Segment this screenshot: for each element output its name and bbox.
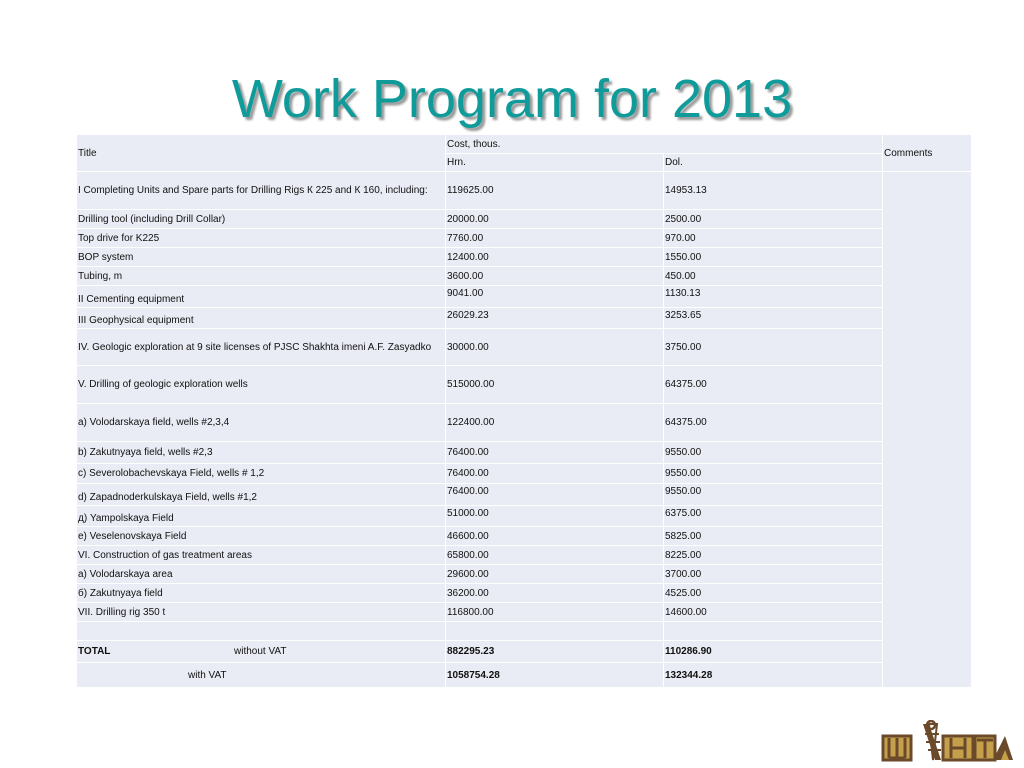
row-title: BOP system (77, 248, 446, 267)
slide-title: Work Program for 2013 (231, 69, 793, 129)
row-hrn: 30000.00 (446, 329, 664, 366)
header-comments: Comments (883, 135, 972, 172)
row-title: VI. Construction of gas treatment areas (77, 546, 446, 565)
row-dol: 8225.00 (664, 546, 883, 565)
empty-cell (446, 622, 664, 641)
work-program-table (76, 134, 972, 688)
row-dol: 64375.00 (664, 366, 883, 404)
total-dol: 110286.90 (664, 641, 883, 663)
with-vat-hrn: 1058754.28 (446, 663, 664, 688)
total-label-cell (77, 641, 446, 663)
row-dol: 5825.00 (664, 527, 883, 546)
table-row (77, 484, 972, 506)
row-dol: 450.00 (664, 267, 883, 286)
total-label: TOTAL (78, 646, 111, 657)
row-title: б) Zakutnyaya field (77, 584, 446, 603)
row-dol: 3700.00 (664, 565, 883, 584)
row-dol: 9550.00 (664, 442, 883, 464)
table-row (77, 546, 972, 565)
row-dol: 9550.00 (664, 484, 883, 506)
table-row (77, 286, 972, 308)
table-row (77, 210, 972, 229)
comments-cell (883, 172, 972, 688)
row-hrn: 9041.00 (446, 286, 664, 308)
row-dol: 14953.13 (664, 172, 883, 210)
row-hrn: 36200.00 (446, 584, 664, 603)
row-hrn: 76400.00 (446, 484, 664, 506)
row-dol: 6375.00 (664, 506, 883, 527)
row-title: Top drive for K225 (77, 229, 446, 248)
row-hrn: 20000.00 (446, 210, 664, 229)
with-vat-label: with VAT (188, 669, 227, 681)
row-title: V. Drilling of geologic exploration wells (77, 366, 446, 404)
row-dol: 3253.65 (664, 308, 883, 329)
header-title: Title (77, 135, 446, 172)
table-row (77, 308, 972, 329)
table-row (77, 329, 972, 366)
row-hrn: 122400.00 (446, 404, 664, 442)
header-cost: Cost, thous. (446, 135, 883, 154)
row-dol: 3750.00 (664, 329, 883, 366)
row-title: b) Zakutnyaya field, wells #2,3 (77, 442, 446, 464)
table-row (77, 366, 972, 404)
table-row (77, 565, 972, 584)
row-title: Drilling tool (including Drill Collar) (77, 210, 446, 229)
row-title: I Completing Units and Spare parts for Drilling Rigs К 225 and К 160, including: (77, 172, 446, 210)
total-hrn: 882295.23 (446, 641, 664, 663)
row-hrn: 515000.00 (446, 366, 664, 404)
row-hrn: 12400.00 (446, 248, 664, 267)
total-row (77, 641, 972, 663)
table-row (77, 442, 972, 464)
row-hrn: 3600.00 (446, 267, 664, 286)
row-title: a) Volodarskaya field, wells #2,3,4 (77, 404, 446, 442)
row-title: e) Veselenovskaya Field (77, 527, 446, 546)
row-title: д) Yampolskaya Field (77, 506, 446, 527)
table-row (77, 506, 972, 527)
without-vat-label: without VAT (234, 646, 287, 657)
table-row (77, 248, 972, 267)
row-title: a) Volodarskaya area (77, 565, 446, 584)
row-title: c) Severolobachevskaya Field, wells # 1,2 (77, 464, 446, 484)
table-row (77, 229, 972, 248)
row-title: VII. Drilling rig 350 t (77, 603, 446, 622)
row-dol: 4525.00 (664, 584, 883, 603)
table-row (77, 603, 972, 622)
empty-row (77, 622, 972, 641)
empty-cell (77, 622, 446, 641)
row-title: Tubing, m (77, 267, 446, 286)
row-dol: 14600.00 (664, 603, 883, 622)
row-hrn: 26029.23 (446, 308, 664, 329)
row-dol: 1130.13 (664, 286, 883, 308)
row-title: II Cementing equipment (77, 286, 446, 308)
row-dol: 64375.00 (664, 404, 883, 442)
row-hrn: 7760.00 (446, 229, 664, 248)
row-title: III Geophysical equipment (77, 308, 446, 329)
table-row (77, 527, 972, 546)
with-vat-row (77, 663, 972, 688)
company-logo-icon (881, 720, 1015, 764)
row-hrn: 65800.00 (446, 546, 664, 565)
row-dol: 9550.00 (664, 464, 883, 484)
row-hrn: 76400.00 (446, 464, 664, 484)
table-row (77, 404, 972, 442)
row-hrn: 116800.00 (446, 603, 664, 622)
row-hrn: 119625.00 (446, 172, 664, 210)
row-hrn: 46600.00 (446, 527, 664, 546)
row-dol: 970.00 (664, 229, 883, 248)
row-hrn: 76400.00 (446, 442, 664, 464)
header-row (77, 135, 972, 154)
row-hrn: 51000.00 (446, 506, 664, 527)
table-row (77, 172, 972, 210)
row-dol: 2500.00 (664, 210, 883, 229)
empty-cell (664, 622, 883, 641)
table-row (77, 584, 972, 603)
header-hrn: Hrn. (446, 154, 664, 172)
row-title: IV. Geologic exploration at 9 site licenses of PJSC Shakhta imeni A.F. Zasyadko (77, 329, 446, 366)
with-vat-label-cell (77, 663, 446, 688)
row-title: d) Zapadnoderkulskaya Field, wells #1,2 (77, 484, 446, 506)
with-vat-dol: 132344.28 (664, 663, 883, 688)
row-hrn: 29600.00 (446, 565, 664, 584)
row-dol: 1550.00 (664, 248, 883, 267)
table-row (77, 267, 972, 286)
table-row (77, 464, 972, 484)
header-dol: Dol. (664, 154, 883, 172)
